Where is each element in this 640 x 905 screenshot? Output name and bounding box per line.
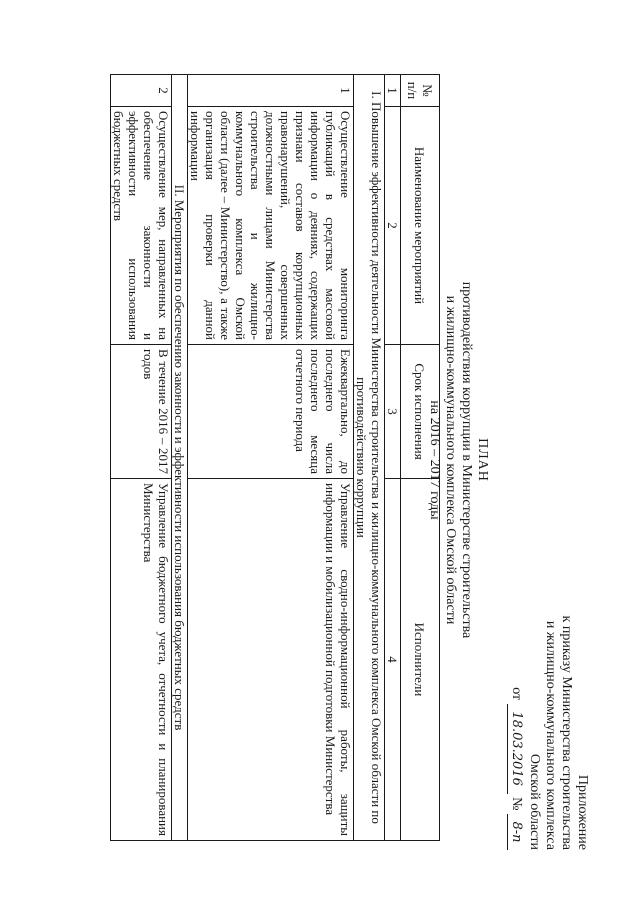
table-row [188,75,354,841]
appendix-label: Приложение [575,774,590,850]
column-number-row [385,75,401,841]
header-term: Срок исполнения [401,345,440,479]
row-name: Осуществление мониторинга публикаций в средствах массовой информации о деяниях, содержащих признаки составов коррупционных правонарушений, совершенных должностными лицами Министерства строительства и жилищно-коммунального комплекса Омской области (далее – Министерство), а также организация проверки данной информации [188,107,354,345]
header-executors: Исполнители [401,479,440,841]
plan-table-wrapper [110,74,440,840]
row-term: В течение 2016 – 2017 годов [111,345,172,479]
appendix-line-2: и жилищно-коммунального комплекса [543,620,558,850]
table-header-row [401,75,440,841]
handwritten-date: 18.03.2016 [507,704,524,794]
row-number: 1 [188,75,354,107]
from-label: от [509,687,524,701]
number-label: № [509,797,524,811]
title-line-3: на 2016 – 2017 годы [427,400,442,520]
title-heading: ПЛАН [475,438,490,482]
plan-table [110,74,440,841]
row-executors: Управление сводно-информационной работы, защиты информации и мобилизационной подготовки Министерства [188,479,354,841]
appendix-block [507,600,590,850]
appendix-date-number-line [507,600,524,850]
header-name: Наименование мероприятий [401,107,440,345]
title-line-1: противодействия коррупции в Министерстве строительства [459,281,474,639]
section-title: II. Мероприятия по обеспечению законности и эффективности использования бюджетных средств [172,75,188,841]
title-line-2: и жилищно-коммунального комплекса Омской области [443,295,458,625]
row-number: 2 [111,75,172,107]
row-executors: Управление бюджетного учета, отчетности и планирования Министерства [111,479,172,841]
appendix-line-3: Омской области [527,753,542,850]
row-term: Ежеквартально, до последнего числа последнего месяца отчетного периода [188,345,354,479]
appendix-line-1: к приказу Министерства строительства [559,615,574,850]
column-number-1: 1 [385,75,401,107]
header-number: № п/п [401,75,440,107]
column-number-3: 3 [385,345,401,479]
column-number-4: 4 [385,479,401,841]
section-row [354,75,385,841]
section-title: I. Повышение эффективности деятельности Министерства строительства и жилищно-коммунального комплекса Омской области по противодействию коррупции [354,75,385,841]
column-number-2: 2 [385,107,401,345]
handwritten-number: 8-п [507,814,524,850]
section-row [172,75,188,841]
table-row [111,75,172,841]
row-name: Осуществление мер, направленных на обеспечение законности и эффективности использования бюджетных средств [111,107,172,345]
